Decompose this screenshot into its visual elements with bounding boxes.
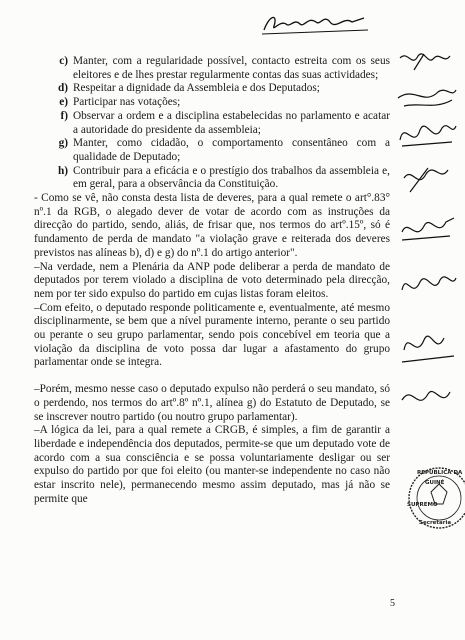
handwritten-signature-icon	[260, 10, 370, 38]
page-number: 5	[390, 598, 395, 609]
item-text: Contribuir para a eficácia e o prestígio dos trabalhos da assembleia e, em geral, para a observância da Constituição.	[73, 164, 390, 191]
list-item	[34, 110, 390, 137]
stamp-text: GUINÉ	[425, 480, 445, 486]
paragraph: - Como se vê, não consta desta lista de deveres, para a qual remete o art°.83° nº.1 da RGB, o alegado dever de votar de acordo com as instruções da direcção do partido, sendo, aliás, de frisar que, nos termos do artº.15º, só é fundamento de perda de mandato "a violação grave e reiterada dos deveres previstos nas alíneas b), d) e g) do nº.1 do artigo anterior".	[34, 192, 390, 259]
list-item	[34, 96, 390, 110]
official-stamp	[405, 462, 465, 534]
item-label: c)	[59, 55, 68, 67]
paragraph: –Na verdade, nem a Plenária da ANP pode deliberar a perda de mandato de deputados por terem violado a disciplina de voto determinado pela direcção, nem por ter sido expulso do partido em cujas listas foram eleitos.	[34, 260, 390, 300]
item-label: e)	[59, 96, 68, 109]
paragraph: –A lógica da lei, para a qual remete a CRGB, é simples, a fim de garantir a liberdade e independência dos deputados, permite-se que um deputado vote de acordo com a sua consciência e se possa voluntariamente desligar ou ser expulso do partido por que foi eleito (ou manter-se independente no caso não estar inscrito nele), permanecendo mesmo assim deputado, mas já não se permite que	[34, 424, 390, 505]
list-item	[34, 165, 390, 192]
list-item	[34, 55, 390, 82]
stamp-text: REPÚBLICA DA	[417, 470, 463, 476]
stamp-text: SUPREMO	[407, 502, 438, 508]
document-body	[34, 55, 390, 507]
item-text: Respeitar a dignidade da Assembleia e dos Deputados;	[73, 82, 320, 95]
margin-signature-icon	[402, 218, 454, 240]
item-label: g)	[58, 137, 68, 150]
paragraph: –Com efeito, o deputado responde politicamente e, eventualmente, até mesmo disciplinarmente, se bem que a nível puramente interno, perante o seu partido ou perante o seu grupo parlamentar, sendo pois concebível em teoria que a violação da disciplina de voto possa dar lugar a afastamento do grupo parlamentar onde se integra.	[34, 301, 390, 369]
margin-signature-icon	[400, 126, 456, 146]
item-label: d)	[57, 82, 68, 95]
emblem-icon	[431, 484, 447, 504]
list-item	[34, 82, 390, 96]
item-text: Participar nas votações;	[73, 96, 181, 109]
item-label: f)	[60, 109, 68, 122]
margin-signature-icon	[402, 391, 450, 400]
item-text: Manter, como cidadão, o comportamento consentâneo com a qualidade de Deputado;	[73, 137, 390, 163]
paragraph-gap	[34, 370, 390, 383]
paragraph: –Porém, mesmo nesse caso o deputado expulso não perderá o seu mandato, só o perdendo, nos termos do artº.8º nº.1, alínea g) do Estatuto de Deputado, se se inscrever noutro partido (ou noutro grupo parlamentar).	[34, 383, 390, 423]
margin-signature-icon	[400, 54, 450, 70]
list-item	[34, 137, 390, 164]
margin-signature-icon	[404, 168, 448, 192]
margin-signature-icon	[398, 90, 456, 106]
margin-signatures	[394, 50, 460, 490]
item-text: Manter, com a regularidade possível, contacto estreita com os seus eleitores e de lhes prestar regularmente contas das suas actividades;	[73, 55, 390, 81]
item-text: Observar a ordem e a disciplina estabelecidas no parlamento e acatar a autoridade do presidente da assembleia;	[73, 109, 390, 136]
margin-signature-icon	[402, 277, 456, 290]
margin-signature-icon	[402, 336, 454, 362]
item-label: h)	[57, 164, 68, 177]
stamp-text: Secretaria	[419, 520, 452, 526]
